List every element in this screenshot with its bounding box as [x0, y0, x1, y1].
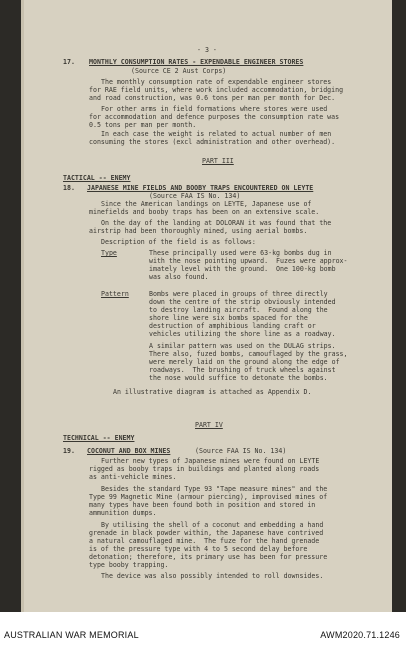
archive-footer: [0, 612, 406, 653]
section-19-para-2-line: many types have been found both in position and stored in: [89, 501, 316, 509]
section-17-para-1-line: The monthly consumption rate of expendable engineer stores: [101, 78, 332, 86]
section-19-para-1-line: as anti-vehicle mines.: [89, 473, 177, 481]
page-number: - 3 -: [197, 46, 217, 54]
pattern-text-line: vehicles utilizing the shore line as a roadway.: [149, 330, 336, 338]
similar-pattern-line: roadways. The brushing of truck wheels against: [149, 366, 336, 374]
section-17-title: MONTHLY CONSUMPTION RATES - EXPENDABLE ENGINEER STORES: [89, 58, 304, 66]
section-18-para-2-line: On the day of the landing at DOLORAN it was found that the: [101, 219, 332, 227]
section-18-source: (Source FAA IS No. 134): [149, 192, 241, 200]
similar-pattern-line: the nose would suffice to detonate the bombs.: [149, 374, 328, 382]
section-18-para-1-line: minefields and booby traps has been on an extensive scale.: [89, 208, 320, 216]
document-page: [21, 0, 392, 612]
appendix-note: An illustrative diagram is attached as Appendix D.: [113, 388, 312, 396]
section-19-para-4: The device was also possibly intended to roll downsides.: [101, 572, 324, 580]
section-18-para-2-line: airstrip had been thoroughly mined, using aerial bombs.: [89, 227, 308, 235]
section-17-para-2-line: For other arms in field formations where stores were used: [101, 105, 328, 113]
section-18-title: JAPANESE MINE FIELDS AND BOOBY TRAPS ENCOUNTERED ON LEYTE: [87, 184, 314, 192]
type-text-line: imately level with the ground. One 100-kg bomb: [149, 265, 336, 273]
section-17-para-2-line: for accommodation and defence purposes the consumption rate was: [89, 113, 340, 121]
section-19-title: COCONUT AND BOX MINES: [87, 447, 171, 455]
section-19-para-1-line: rigged as booby traps in buildings and planted along roads: [89, 465, 320, 473]
section-17-para-1-line: for RAE field units, where work included accommodation, bridging: [89, 86, 344, 94]
section-17-para-3-line: consuming the stores (excl administration and other overhead).: [89, 138, 336, 146]
type-label: Type: [101, 249, 117, 257]
section-17-para-1-line: and road construction, was 0.6 tons per man per month for Dec.: [89, 94, 336, 102]
section-17-source: (Source CE 2 Aust Corps): [131, 67, 227, 75]
technical-enemy-heading: TECHNICAL -- ENEMY: [63, 434, 135, 442]
section-19-source: (Source FAA IS No. 134): [195, 447, 287, 455]
pattern-text-line: Bombs were placed in groups of three directly: [149, 290, 328, 298]
section-17-number: 17.: [63, 58, 75, 66]
pattern-text-line: shore line were six bombs spaced for the: [149, 314, 308, 322]
section-19-para-1-line: Further new types of Japanese mines were found on LEYTE: [101, 457, 320, 465]
section-19-para-3-line: By utilising the shell of a coconut and embedding a hand: [101, 521, 324, 529]
similar-pattern-line: A similar pattern was used on the DULAG strips.: [149, 342, 336, 350]
tactical-enemy-heading: TACTICAL -- ENEMY: [63, 174, 131, 182]
pattern-text-line: destruction of amphibious landing craft or: [149, 322, 316, 330]
section-18-number: 18.: [63, 184, 75, 192]
section-17-para-3-line: In each case the weight is related to actual number of men: [101, 130, 332, 138]
type-text-line: with the nose pointing upward. Fuzes were approx-: [149, 257, 348, 265]
section-19-para-3-line: is of the pressure type with 4 to 5 second delay before: [89, 545, 308, 553]
footer-institution: AUSTRALIAN WAR MEMORIAL: [4, 630, 139, 640]
section-18-para-1-line: Since the American landings on LEYTE, Japanese use of: [101, 200, 312, 208]
similar-pattern-line: There also, fuzed bombs, camouflaged by the grass,: [149, 350, 348, 358]
section-17-para-2-line: 0.5 tons per man per month.: [89, 121, 197, 129]
section-19-para-3-line: a natural camouflaged mine. The fuze for the hand grenade: [89, 537, 320, 545]
section-19-para-2-line: Type 99 Magnetic Mine (armour piercing), improvised mines of: [89, 493, 328, 501]
footer-accession-number: AWM2020.71.1246: [320, 630, 400, 640]
section-19-para-3-line: grenade in black powder within, the Japanese have contrived: [89, 529, 324, 537]
similar-pattern-line: were merely laid on the ground along the edge of: [149, 358, 340, 366]
section-19-para-3-line: type booby trapping.: [89, 561, 169, 569]
field-description-intro: Description of the field is as follows:: [101, 238, 256, 246]
section-19-para-3-line: detonation; therefore, its primary use has been for pressure: [89, 553, 328, 561]
section-19-para-2-line: ammunition dumps.: [89, 509, 157, 517]
pattern-text-line: to destroy landing aircraft. Found along the: [149, 306, 328, 314]
type-text-line: was also found.: [149, 273, 209, 281]
pattern-text-line: down the centre of the strip obviously intended: [149, 298, 336, 306]
pattern-label: Pattern: [101, 290, 129, 298]
part-4-heading: PART IV: [195, 421, 223, 429]
type-text-line: These principally used were 63-kg bombs dug in: [149, 249, 332, 257]
section-19-number: 19.: [63, 447, 75, 455]
section-19-para-2-line: Besides the standard Type 93 "Tape measure mines" and the: [101, 485, 328, 493]
part-3-heading: PART III: [202, 157, 234, 165]
